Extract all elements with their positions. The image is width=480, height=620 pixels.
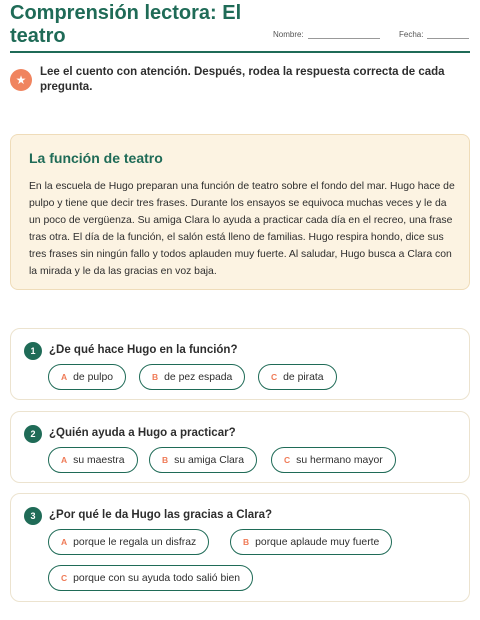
option-c[interactable] — [48, 565, 253, 591]
question-text: ¿Quién ayuda a Hugo a practicar? — [49, 427, 236, 439]
option-text: porque aplaude muy fuerte — [255, 536, 380, 548]
question-text: ¿De qué hace Hugo en la función? — [49, 344, 238, 356]
question-card-1 — [10, 328, 470, 400]
story-text: En la escuela de Hugo preparan una función de teatro sobre el fondo del mar. Hugo hace de pulpo y tiene que decir tres frases. Durante los ensayos se equivoca muchas veces y le da un poco de vergüenza. Su amiga Clara lo ayuda a practicar cada día en el recreo, una frase tras otra. El día de la función, el salón está lleno de familias. Hugo respira hondo, dice sus tres frases sin ningún fallo y todos aplauden muy fuerte. Al saludar, Hugo busca a Clara con la mirada y le da las gracias en voz baja. — [29, 181, 455, 277]
option-text: su amiga Clara — [174, 454, 245, 466]
question-number: 1 — [24, 342, 42, 360]
question-text: ¿Por qué le da Hugo las gracias a Clara? — [49, 509, 273, 521]
option-b[interactable] — [230, 529, 392, 555]
option-text: porque le regala un disfraz — [73, 536, 197, 548]
option-b[interactable] — [139, 364, 245, 390]
name-label: Nombre: — [273, 30, 304, 39]
question-number: 3 — [24, 507, 42, 525]
option-letter: B — [152, 372, 159, 382]
option-letter: C — [284, 455, 291, 465]
story-title: La función de teatro — [29, 150, 163, 166]
option-text: porque con su ayuda todo salió bien — [73, 572, 241, 584]
option-text: su maestra — [73, 454, 125, 466]
story-card — [10, 134, 470, 290]
worksheet-header — [10, 0, 470, 53]
option-text: de pirata — [283, 371, 324, 383]
instructions — [10, 63, 470, 99]
option-text: de pez espada — [164, 371, 233, 383]
option-a[interactable] — [48, 364, 126, 390]
instructions-text: Lee el cuento con atención. Después, rodea la respuesta correcta de cada pregunta. — [40, 66, 445, 93]
date-field[interactable] — [399, 30, 469, 39]
option-letter: B — [243, 537, 250, 547]
date-blank-line[interactable] — [427, 31, 469, 39]
question-number: 2 — [24, 425, 42, 443]
option-letter: A — [61, 455, 68, 465]
option-text: de pulpo — [73, 371, 114, 383]
option-b[interactable] — [149, 447, 257, 473]
question-card-3 — [10, 493, 470, 602]
page-title: Comprensión lectora: El teatro — [10, 2, 242, 47]
option-letter: B — [162, 455, 169, 465]
option-c[interactable] — [271, 447, 396, 473]
option-letter: C — [61, 573, 68, 583]
date-label: Fecha: — [399, 30, 424, 39]
star-icon: ★ — [10, 69, 32, 91]
option-letter: C — [271, 372, 278, 382]
option-text: su hermano mayor — [296, 454, 383, 466]
option-letter: A — [61, 372, 68, 382]
name-field[interactable] — [273, 30, 380, 39]
question-card-2 — [10, 411, 470, 483]
option-c[interactable] — [258, 364, 337, 390]
name-blank-line[interactable] — [308, 31, 380, 39]
option-a[interactable] — [48, 447, 138, 473]
option-letter: A — [61, 537, 68, 547]
option-a[interactable] — [48, 529, 209, 555]
